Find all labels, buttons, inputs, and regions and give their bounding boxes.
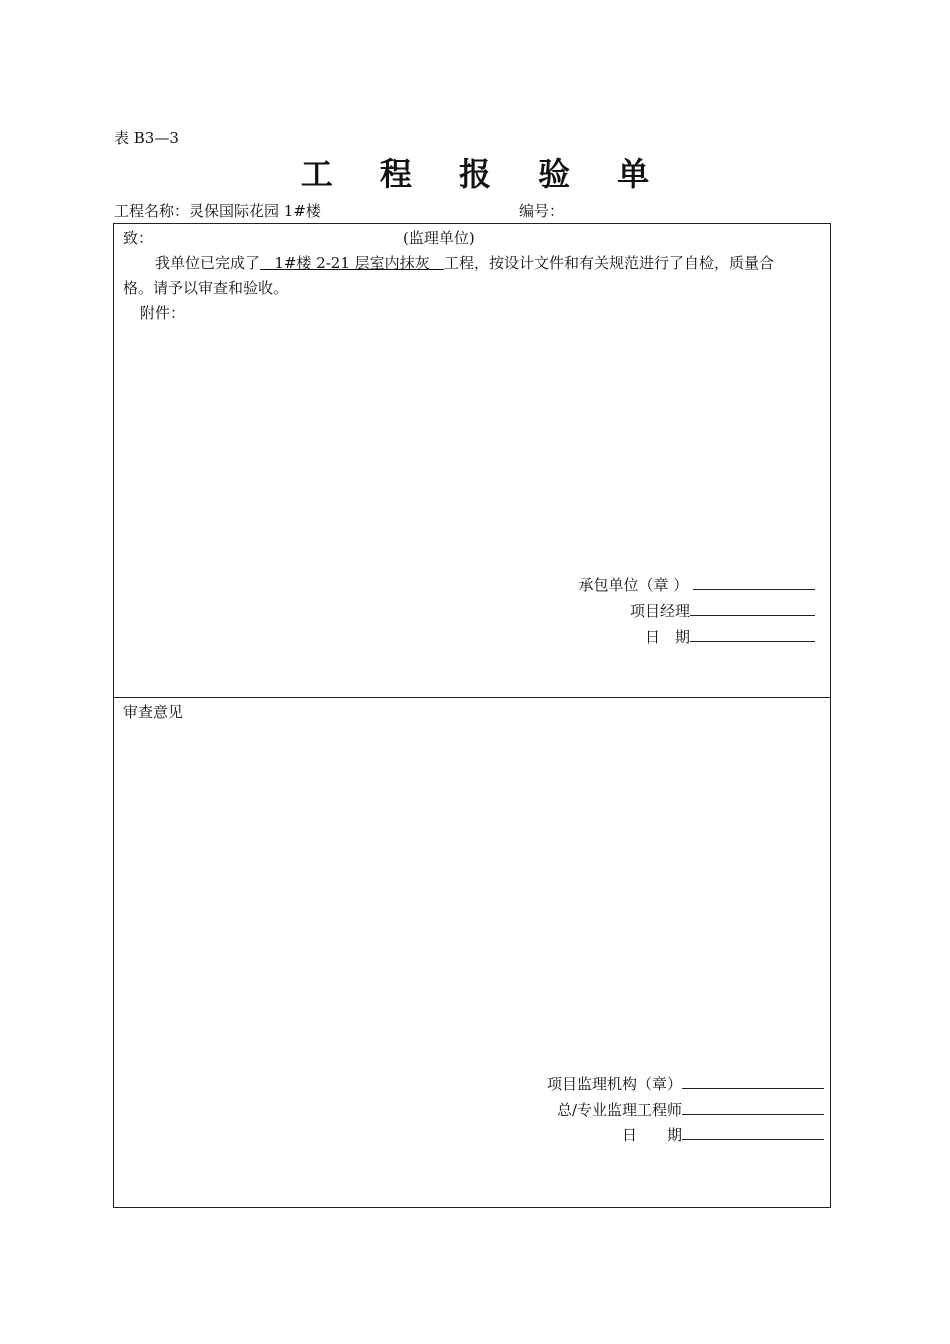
report-date-line[interactable] [690, 627, 815, 642]
contractor-label: 承包单位（章 ） [578, 576, 689, 594]
contractor-signature-row [578, 575, 815, 595]
supervision-signature-row [547, 1074, 824, 1094]
body-suffix: 工程，按设计文件和有关规范进行了自检，质量合 [443, 254, 774, 272]
project-manager-row [630, 601, 815, 621]
project-name-line [114, 201, 321, 221]
report-date-label: 日 期 [644, 628, 690, 646]
project-name-value: 灵保国际花园 1#楼 [189, 202, 321, 220]
page-title: 工 程 报 验 单 [300, 155, 668, 193]
body-prefix: 我单位已完成了 [155, 254, 261, 272]
review-date-row [622, 1125, 824, 1145]
project-manager-label: 项目经理 [629, 602, 690, 620]
form-code: 表 B3—3 [114, 129, 179, 147]
review-opinion-label: 审查意见 [123, 703, 184, 721]
report-date-row [645, 627, 815, 647]
engineer-signature-line[interactable] [682, 1100, 824, 1115]
contractor-signature-line[interactable] [693, 575, 815, 590]
attachment-label: 附件： [140, 304, 186, 322]
project-name-label: 工程名称： [114, 202, 190, 220]
review-date-label: 日 期 [621, 1126, 682, 1144]
supervision-label: 项目监理机构（章） [546, 1075, 682, 1093]
addressee-label: 致： [123, 229, 154, 247]
engineer-signature-row [557, 1100, 824, 1120]
engineer-label: 总/专业监理工程师 [556, 1101, 682, 1119]
review-date-line[interactable] [682, 1125, 824, 1140]
serial-number-label: 编号： [519, 202, 565, 220]
report-body-line-1 [155, 253, 774, 273]
work-item-field[interactable]: 1#楼 2-21 层室内抹灰 [260, 254, 444, 272]
supervision-signature-line[interactable] [682, 1074, 824, 1089]
report-body-line-2: 格。请予以审查和验收。 [123, 279, 289, 297]
project-manager-line[interactable] [690, 601, 815, 616]
addressee-unit-hint: (监理单位) [403, 229, 475, 247]
